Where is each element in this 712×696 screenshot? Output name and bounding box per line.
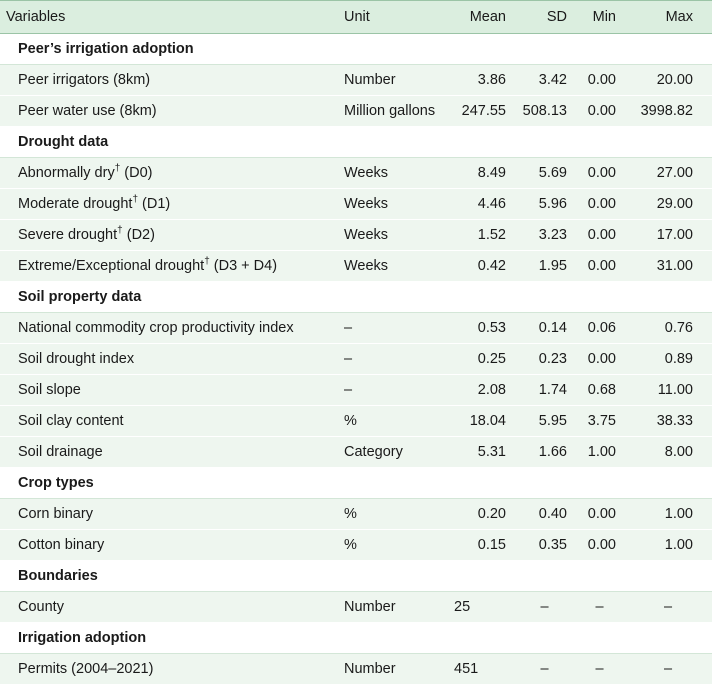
variable-cell [0,313,338,344]
max-cell: 38.33 [624,406,712,437]
mean-cell: 18.04 [448,406,514,437]
max-cell: 1.00 [624,530,712,561]
sd-cell: 1.95 [514,251,575,282]
variable-code: (D3 + D4) [209,258,278,274]
section-row [0,623,712,654]
variable-cell [0,654,338,685]
table-row [0,189,712,220]
min-cell: 1.00 [575,437,624,468]
unit-cell: % [338,530,448,561]
min-cell: 0.00 [575,220,624,251]
variable-name: Soil slope [18,382,81,398]
mean-cell: 4.46 [448,189,514,220]
mean-cell: 5.31 [448,437,514,468]
sd-cell: 5.96 [514,189,575,220]
mean-cell: 0.20 [448,499,514,530]
min-cell: 0.00 [575,96,624,127]
mean-cell: 0.53 [448,313,514,344]
sd-cell: 0.23 [514,344,575,375]
max-cell: – [624,592,712,623]
unit-cell: Million gallons [338,96,448,127]
table-row [0,220,712,251]
unit-cell: – [338,375,448,406]
mean-cell: 3.86 [448,65,514,96]
section-row [0,561,712,592]
max-cell: 8.00 [624,437,712,468]
variable-name: County [18,599,64,615]
unit-cell: Weeks [338,251,448,282]
sd-cell: 1.74 [514,375,575,406]
header-max: Max [624,1,712,34]
min-cell: 0.00 [575,158,624,189]
variable-name: Soil clay content [18,413,124,429]
table-row [0,592,712,623]
variable-cell [0,220,338,251]
variable-cell [0,406,338,437]
section-title: Crop types [0,468,712,499]
header-sd: SD [514,1,575,34]
dagger-footnote-mark: † [117,225,123,237]
header-mean: Mean [448,1,514,34]
variable-code: (D1) [138,196,171,212]
header-min: Min [575,1,624,34]
unit-cell: % [338,499,448,530]
unit-cell: Weeks [338,220,448,251]
variable-name: Severe drought [18,227,118,243]
sd-cell: 0.40 [514,499,575,530]
unit-cell: Weeks [338,158,448,189]
min-cell: – [575,654,624,685]
min-cell: 0.00 [575,344,624,375]
max-cell: – [624,654,712,685]
sd-cell: 5.69 [514,158,575,189]
section-title: Soil property data [0,282,712,313]
unit-cell: – [338,313,448,344]
section-title: Peer’s irrigation adoption [0,34,712,65]
min-cell: 3.75 [575,406,624,437]
variable-cell [0,530,338,561]
variable-cell [0,592,338,623]
min-cell: 0.00 [575,530,624,561]
mean-cell: 247.55 [448,96,514,127]
max-cell: 11.00 [624,375,712,406]
table-row [0,158,712,189]
min-cell: 0.00 [575,65,624,96]
section-title: Boundaries [0,561,712,592]
unit-cell: Weeks [338,189,448,220]
variable-name: Soil drainage [18,444,103,460]
variable-name: Permits (2004–2021) [18,661,154,677]
min-cell: 0.06 [575,313,624,344]
mean-cell: 8.49 [448,158,514,189]
header-unit: Unit [338,1,448,34]
min-cell: 0.00 [575,251,624,282]
mean-cell: 2.08 [448,375,514,406]
unit-cell: – [338,344,448,375]
table-row [0,313,712,344]
unit-cell: Category [338,437,448,468]
variable-cell [0,344,338,375]
sd-cell: – [514,592,575,623]
min-cell: 0.00 [575,189,624,220]
variable-cell [0,375,338,406]
sd-cell: 1.66 [514,437,575,468]
max-cell: 31.00 [624,251,712,282]
sd-cell: 0.14 [514,313,575,344]
table-row [0,251,712,282]
table-row [0,654,712,685]
sd-cell: – [514,654,575,685]
mean-cell: 0.15 [448,530,514,561]
mean-cell: 451 [448,654,514,685]
variable-cell [0,189,338,220]
variable-name: Soil drought index [18,351,135,367]
header-row [0,1,712,34]
table-row [0,499,712,530]
variable-cell [0,96,338,127]
table-row [0,65,712,96]
variable-code: (D0) [120,165,153,181]
table-body [0,34,712,685]
table-row [0,406,712,437]
variable-name: Peer water use (8km) [18,103,157,119]
table-row [0,344,712,375]
table-row [0,437,712,468]
variable-name: Extreme/Exceptional drought [18,258,205,274]
mean-cell: 1.52 [448,220,514,251]
max-cell: 29.00 [624,189,712,220]
sd-cell: 5.95 [514,406,575,437]
mean-cell: 0.42 [448,251,514,282]
dagger-footnote-mark: † [114,163,121,175]
unit-cell: Number [338,592,448,623]
max-cell: 1.00 [624,499,712,530]
variable-name: Moderate drought [18,196,133,212]
sd-cell: 3.23 [514,220,575,251]
max-cell: 17.00 [624,220,712,251]
table-row [0,96,712,127]
variable-cell [0,437,338,468]
min-cell: 0.00 [575,499,624,530]
table-row [0,530,712,561]
section-title: Drought data [0,127,712,158]
unit-cell: Number [338,654,448,685]
max-cell: 0.89 [624,344,712,375]
sd-cell: 0.35 [514,530,575,561]
variable-name: Abnormally dry [18,165,115,181]
table-row [0,375,712,406]
variable-name: Peer irrigators (8km) [18,72,151,88]
unit-cell: % [338,406,448,437]
max-cell: 27.00 [624,158,712,189]
section-row [0,34,712,65]
max-cell: 20.00 [624,65,712,96]
variable-code: (D2) [122,227,155,243]
sd-cell: 508.13 [514,96,575,127]
min-cell: 0.68 [575,375,624,406]
min-cell: – [575,592,624,623]
sd-cell: 3.42 [514,65,575,96]
section-row [0,282,712,313]
variable-name: National commodity crop productivity index [18,320,294,336]
section-row [0,468,712,499]
header-variables: Variables [0,1,338,34]
max-cell: 0.76 [624,313,712,344]
unit-cell: Number [338,65,448,96]
section-row [0,127,712,158]
variable-cell [0,65,338,96]
variable-cell [0,499,338,530]
variable-name: Cotton binary [18,537,105,553]
mean-cell: 25 [448,592,514,623]
variable-name: Corn binary [18,506,93,522]
dagger-footnote-mark: † [204,256,210,268]
max-cell: 3998.82 [624,96,712,127]
mean-cell: 0.25 [448,344,514,375]
section-title: Irrigation adoption [0,623,712,654]
variable-cell [0,251,338,282]
dagger-footnote-mark: † [132,194,139,206]
variable-cell [0,158,338,189]
